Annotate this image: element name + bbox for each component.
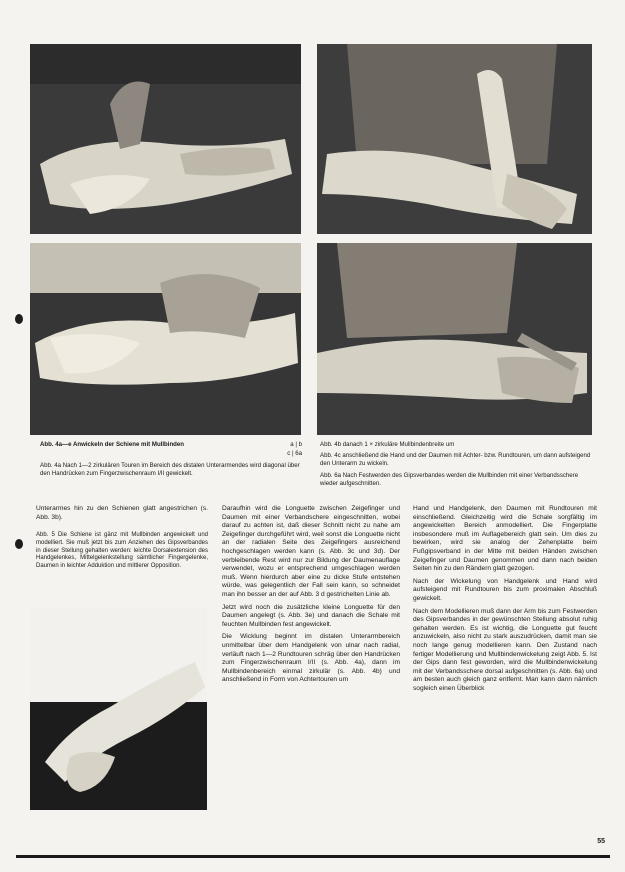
photo-abb-6a (317, 243, 592, 435)
caption-abb-4b: Abb. 4b danach 1 × zirkuläre Mullbindenbreite um (320, 441, 455, 448)
column-1 (36, 505, 208, 575)
col1-abb5-caption: Abb. 5 Die Schiene ist gänz mit Mullbinden angewickelt und modelliert. Sie muß jetzt bis zum Anziehen des Gipsverbandes in dieser Stellung gehalten werden: leichte Dorsalextension des Handgelenkes, Mittelgelenkstellung sämtlicher Fingergelenke, Daumen in leichter Adduktion und mittlerer Opposition. (36, 532, 208, 569)
photo-abb-4a (30, 44, 301, 234)
caption-abb-4a: Abb. 4a Nach 1—2 zirkulären Touren im Bereich des distalen Unterarmendes wird diagonal über den Handrücken zum Fingerzwischenraum I/II gewickelt. (40, 462, 300, 477)
photo-abb-4c (30, 243, 301, 435)
col2-paragraph-3: Die Wicklung beginnt im distalen Unterarmbereich unmittelbar über dem Handgelenk von ulnar nach radial, verläuft nach 1—2 Rundtouren schräg über den Handrücken zum Fingerzwischenraum I/II (s. Abb. 4a), dann im Mullbindenbereich einmal zirkulär (s. Abb. 4b) und anschließend in Form von Achtertouren um (222, 633, 400, 684)
caption-abb-6a: Abb. 6a Nach Festwerden des Gipsverbandes werden die Mullbinden mit einer Verbandsschere wieder aufgeschnitten. (320, 472, 579, 487)
binding-hole-top (15, 314, 23, 324)
col2-paragraph-2: Jetzt wird noch die zusätzliche kleine Longuette für den Daumen angelegt (s. Abb. 3e) und danach die Schale mit feuchten Mullbinden fest angewickelt. (222, 603, 400, 628)
col3-paragraph-1: Hand und Handgelenk, den Daumen mit Rundtouren mit einschließend. Gleichzeitig wird die Schale sorgfältig im angewickelten Bereich anmodelliert. Die Fingerplatte insbesondere muß im Auflagebereich glatt sein. Um dies zu bewirken, wird sie analog der Zehenplatte beim Fußgipsverband in der Mitte mit beiden Händen zwischen Zeigefinger und Daumen genommen und dann nach beiden Seiten hin zu den Rändern glatt gezogen. (413, 505, 597, 573)
photo-abb-4b (317, 44, 592, 234)
binding-hole-bottom (15, 539, 23, 549)
column-2 (222, 505, 400, 689)
caption-ref-ab: a | b (290, 441, 302, 448)
col3-paragraph-2: Nach der Wickelung von Handgelenk und Hand wird aufsteigend mit Rundtouren bis zum proximalen Abschluß gewickelt. (413, 577, 597, 602)
column-3 (413, 505, 597, 697)
bottom-rule (16, 855, 610, 858)
col1-intro: Unterarmes hin zu den Schienen glatt angestrichen (s. Abb. 3b). (36, 505, 208, 521)
caption-abb-4a-e: Abb. 4a—e Anwickeln der Schiene mit Mullbinden (40, 441, 185, 448)
caption-ref-c6a: c | 6a (287, 450, 302, 457)
col3-paragraph-3: Nach dem Modellieren muß dann der Arm bis zum Festwerden des Gipsverbandes in der gewünschten Stellung absolut ruhig gehalten werden. Es ist wichtig, die Longuette gut feucht anzuwickeln, also nicht zu stark auszudrücken, damit man sie noch lange genug modellieren kann. Den Zustand nach fertiger Modellierung und Mullbindenwickelung zeigt Abb. 5. Ist der Gips dann fest geworden, wird die Mullbindenwickelung mit der Verbandsschere dorsal aufgeschnitten (s. Abb. 6a) und am besten auch gleich ganz entfernt. Man kann dann nämlich sogleich einen Überblick (413, 607, 597, 692)
page-number: 55 (597, 838, 605, 845)
caption-abb-4c: Abb. 4c anschließend die Hand und der Daumen mit Achter- bzw. Rundtouren, um dann aufsteigend den Unterarm zu wickeln. (320, 452, 591, 467)
photo-abb-5 (30, 607, 207, 810)
col2-paragraph-1: Daraufhin wird die Longuette zwischen Zeigefinger und Daumen mit einer Verbandschere eingeschnitten, wobei darauf zu achten ist, daß dieser Schnitt nicht zu nahe am Zeigefinger durchgeführt wird, weil sonst die Longuette nicht an der radialen Seite des Zeigefingers ausreichend hochgeschlagen werden kann (s. Abb. 3c und 3d). Der verbleibende Rest wird nur zur Bildung der Daumenauflage verwendet, wozu er entsprechend umgeschlagen werden muß. Wenn hierdurch aber eine zu dicke Stufe entstehen würde, was gelegentlich der Fall sein kann, so schneidet man ihn besser an der auf Abb. 3 d gestrichelten Linie ab. (222, 505, 400, 598)
